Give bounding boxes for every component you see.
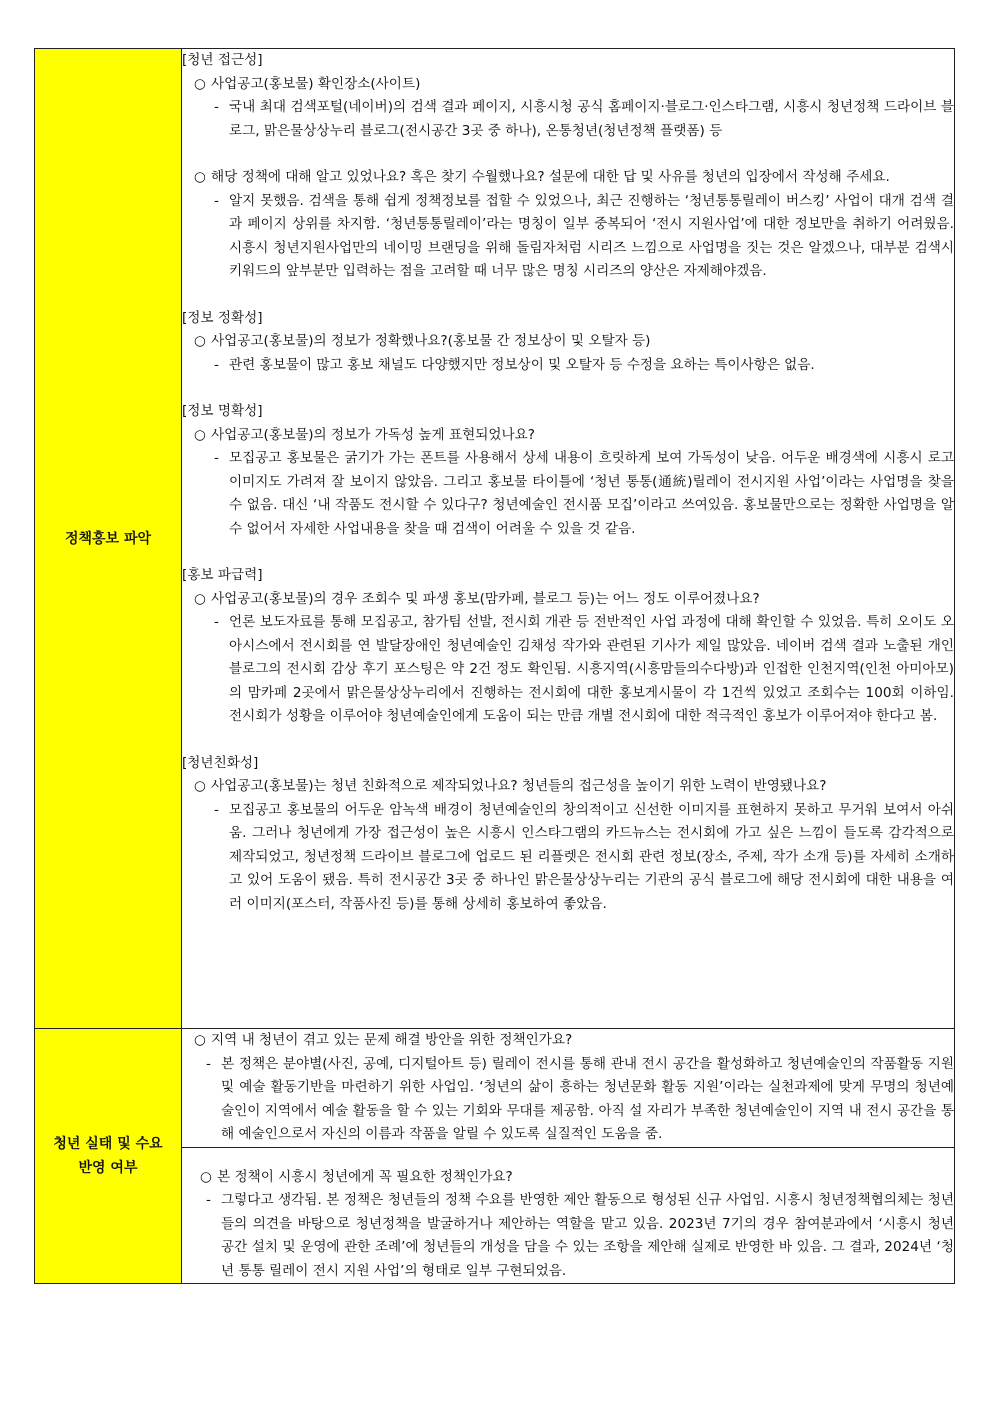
answer-text: 언론 보도자료를 통해 모집공고, 참가팀 선발, 전시회 개관 등 전반적인 사업 과정에 대해 확인할 수 있었음. 특히 오이도 오아시스에서 전시회를 연 발달장애인 청년예술인 김채성 작가와 관련된 기사가 제일 많았음. 네이버 검색 결과 노출된 개인블로그의 전시회 감상 후기 포스팅은 약 2건 정도 확인됨. 시흥지역(시흥맘들의수다방)과 인접한 인천지역(인천 아미아모)의 맘카페 2곳에서 맑은물상상누리에서 진행하는 전시회에 대한 홍보게시물이 각 1건씩 있었고 조회수는 100회 이하임. 전시회가 성황을 이루어야 청년예술인에게 도움이 되는 만큼 개별 전시회에 대한 적극적인 홍보가 이루어져야 한다고 봄.	[229, 614, 954, 724]
question-item	[194, 775, 954, 799]
circle-bullet-icon: ○	[194, 333, 206, 349]
circle-bullet-icon: ○	[194, 1032, 206, 1048]
question-text: 사업공고(홍보물)의 정보가 정확했나요?(홍보물 간 정보상이 및 오탈자 등)	[211, 333, 651, 349]
question-text: 본 정책이 시흥시 청년에게 꼭 필요한 정책인가요?	[217, 1168, 513, 1185]
answer-item	[214, 96, 954, 143]
question-text: 사업공고(홍보물)는 청년 친화적으로 제작되었나요? 청년들의 접근성을 높이기 위한 노력이 반영됐나요?	[211, 778, 827, 794]
answer-text: 관련 홍보물이 많고 홍보 채널도 다양했지만 정보상이 및 오탈자 등 수정을 요하는 특이사항은 없음.	[229, 356, 815, 373]
section-title: [청년친화성]	[182, 754, 259, 771]
row-label-policy-promotion	[35, 49, 182, 1029]
section-title: [청년 접근성]	[182, 52, 263, 68]
circle-bullet-icon: ○	[194, 169, 206, 185]
answer-text: 그렇다고 생각됨. 본 정책은 청년들의 정책 수요를 반영한 제안 활동으로 형성된 신규 사업임. 시흥시 청년정책협의체는 청년들의 의견을 바탕으로 청년정책을 발굴하거나 제안하는 역할을 맡고 있음. 2023년 7기의 경우 참여분과에서 ‘시흥시 청년 공간 설치 및 운영에 관한 조례’에 청년들의 개성을 담을 수 있는 조항을 제안해 실제로 반영한 바 있음. 그 결과, 2024년 ‘청년 통통 릴레이 전시 지원 사업’의 형태로 일부 구현되었음.	[221, 1192, 954, 1279]
answer-item	[214, 611, 954, 729]
question-item	[194, 588, 954, 612]
answer-item	[206, 1189, 954, 1283]
question-text: 해당 정책에 대해 알고 있었나요? 혹은 찾기 수월했나요? 설문에 대한 답 및 사유를 청년의 입장에서 작성해 주세요.	[211, 169, 890, 185]
circle-bullet-icon: ○	[194, 590, 206, 607]
evaluation-table	[34, 48, 955, 1284]
section-title: [정보 명확성]	[182, 403, 263, 419]
question-text: 사업공고(홍보물)의 정보가 가독성 높게 표현되었나요?	[211, 426, 535, 443]
dash-bullet-icon: -	[214, 450, 219, 466]
answer-item	[214, 447, 954, 541]
dash-bullet-icon: -	[214, 192, 219, 209]
section-promotion-reach	[182, 564, 954, 729]
circle-bullet-icon: ○	[194, 426, 206, 443]
row-youth-reality-demand	[35, 1029, 955, 1148]
question-item	[194, 424, 954, 448]
answer-text: 본 정책은 분야별(사진, 공예, 디지털아트 등) 릴레이 전시를 통해 관내 전시 공간을 활성화하고 청년예술인의 작품활동 지원 및 예술 활동기반을 마련하기 위한 사업임. ‘청년의 삶이 흥하는 청년문화 활동 지원’이라는 실천과제에 맞게 무명의 청년예술인이 지역에서 예술 활동을 할 수 있는 기회와 무대를 제공함. 아직 설 자리가 부족한 청년예술인이 지역 내 전시 공간을 통해 예술인으로서 자신의 이름과 작품을 알릴 수 있도록 실질적인 도움을 줌.	[221, 1055, 954, 1142]
circle-bullet-icon: ○	[194, 75, 206, 92]
youth-reality-block-1	[182, 1029, 955, 1148]
answer-item	[206, 1053, 954, 1147]
dash-bullet-icon: -	[214, 801, 219, 818]
answer-item	[214, 799, 954, 917]
section-title: [정보 정확성]	[182, 309, 263, 326]
question-text: 사업공고(홍보물)의 경우 조회수 및 파생 홍보(맘카페, 블로그 등)는 어느 정도 이루어졌나요?	[211, 590, 760, 607]
row-label-text: 정책홍보 파악	[64, 530, 152, 547]
section-info-accuracy	[182, 307, 954, 378]
row-label-youth-reality	[35, 1029, 182, 1284]
section-info-clarity	[182, 400, 954, 541]
dash-bullet-icon: -	[214, 614, 219, 630]
answer-text: 모집공고 홍보물의 어두운 암녹색 배경이 청년예술인의 창의적이고 신선한 이미지를 표현하지 못하고 무거워 보여서 아쉬움. 그러나 청년에게 가장 접근성이 높은 시흥시 인스타그램의 카드뉴스는 전시회에 가고 싶은 느낌이 들도록 감각적으로 제작되었고, 청년정책 드라이브 블로그에 업로드 된 리플렛은 전시회 관련 정보(장소, 주제, 작가 소개 등)를 자세히 소개하고 있어 도움이 됐음. 특히 전시공간 3곳 중 하나인 맑은물상상누리는 기관의 공식 블로그에 해당 전시회에 대한 내용을 여러 이미지(포스터, 작품사진 등)를 통해 상세히 홍보하여 좋았음.	[229, 801, 954, 912]
answer-text: 국내 최대 검색포털(네이버)의 검색 결과 페이지, 시흥시청 공식 홈페이지·블로그·인스타그램, 시흥시 청년정책 드라이브 블로그, 맑은물상상누리 블로그(전시공간 3곳 중 하나), 온통청년(청년정책 플랫폼) 등	[229, 99, 954, 139]
row-policy-promotion	[35, 49, 955, 1029]
question-item	[194, 330, 954, 354]
question-text: 지역 내 청년이 겪고 있는 문제 해결 방안을 위한 정책인가요?	[211, 1032, 573, 1048]
question-item	[194, 73, 954, 97]
dash-bullet-icon: -	[214, 99, 219, 115]
section-title: [홍보 파급력]	[182, 567, 263, 583]
question-item	[200, 1166, 954, 1190]
circle-bullet-icon: ○	[200, 1168, 212, 1185]
answer-text: 알지 못했음. 검색을 통해 쉽게 정책정보를 접할 수 있었으나, 최근 진행하는 ‘청년통통릴레이 버스킹’ 사업이 대개 검색 결과 페이지 상위를 차지함. ‘청년통통릴레이’라는 명칭이 일부 중복되어 ‘전시 지원사업’에 대한 정보만을 취하기 어려웠음. 시흥시 청년지원사업만의 네이밍 브랜딩을 위해 돌림자처럼 시리즈 느낌으로 사업명을 짓는 것은 알겠으나, 대부분 검색시 키워드의 앞부분만 입력하는 점을 고려할 때 너무 많은 명칭 시리즈의 양산은 자제해야겠음.	[229, 192, 954, 279]
dash-bullet-icon: -	[214, 356, 219, 373]
dash-bullet-icon: -	[206, 1192, 211, 1208]
answer-item	[214, 354, 954, 378]
answer-item	[214, 190, 954, 284]
answer-text: 모집공고 홍보물은 굵기가 가는 폰트를 사용해서 상세 내용이 흐릿하게 보여 가독성이 낮음. 어두운 배경색에 시흥시 로고 이미지도 가려져 잘 보이지 않았음. 그리고 홍보물 타이틀에 ‘청년 통통(通統)릴레이 전시지원 사업’이라는 사업명을 찾을 수 없음. 대신 ‘내 작품도 전시할 수 있다구? 청년예술인 전시품 모집’이라고 쓰여있음. 홍보물만으로는 정확한 사업명을 알 수 없어서 자세한 사업내용을 찾을 때 검색이 어려울 수 있을 것 같음.	[229, 450, 954, 537]
dash-bullet-icon: -	[206, 1055, 211, 1072]
section-youth-friendliness	[182, 752, 954, 917]
circle-bullet-icon: ○	[194, 778, 206, 794]
question-text: 사업공고(홍보물) 확인장소(사이트)	[211, 75, 421, 92]
policy-promotion-content	[182, 49, 955, 1029]
row-label-text: 청년 실태 및 수요 반영 여부	[53, 1136, 163, 1176]
question-item	[194, 1029, 954, 1053]
section-youth-accessibility	[182, 49, 954, 284]
youth-reality-block-2	[182, 1147, 955, 1284]
question-item	[194, 166, 954, 190]
